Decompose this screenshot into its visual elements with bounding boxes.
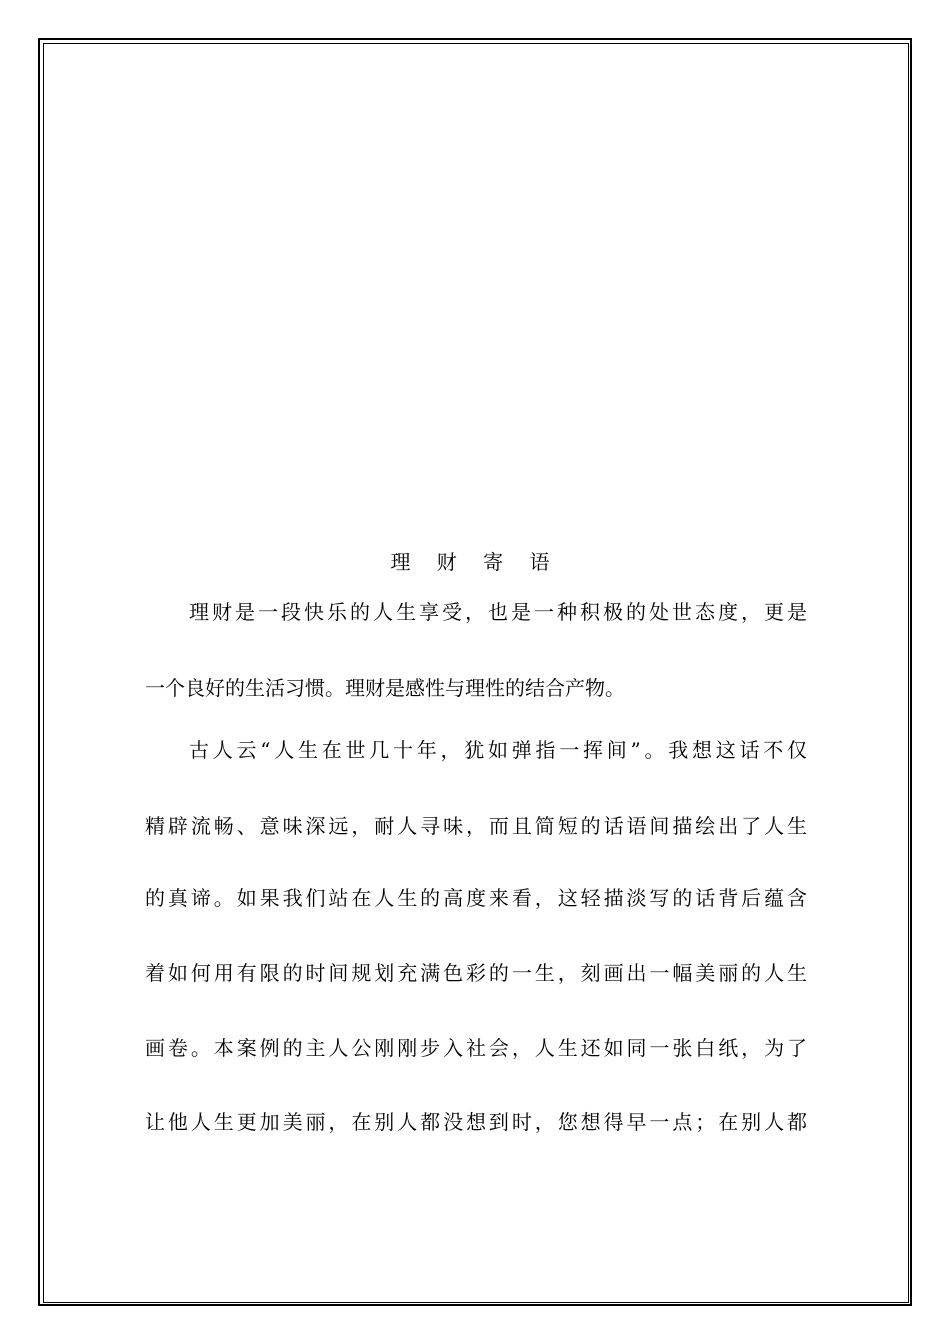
paragraph-2-line-2: 精辟流畅、意味深远，耐人寻味，而且简短的话语间描绘出了人生 — [145, 814, 807, 838]
paragraph-2-line-6: 让他人生更加美丽，在别人都没想到时，您想得早一点；在别人都 — [145, 1110, 807, 1134]
paragraph-1-line-2: 一个良好的生活习惯。理财是感性与理性的结合产物。 — [145, 676, 625, 700]
paragraph-1-line-1: 理财是一段快乐的人生享受，也是一种积极的处世态度，更是 — [189, 600, 807, 624]
document-title: 理 财 寄 语 — [390, 550, 560, 574]
paragraph-2-line-5: 画卷。本案例的主人公刚刚步入社会，人生还如同一张白纸，为了 — [145, 1036, 807, 1060]
paragraph-2-line-3: 的真谛。如果我们站在人生的高度来看，这轻描淡写的话背后蕴含 — [145, 886, 807, 910]
paragraph-2-line-4: 着如何用有限的时间规划充满色彩的一生，刻画出一幅美丽的人生 — [145, 961, 807, 985]
paragraph-2-line-1: 古人云“人生在世几十年，犹如弹指一挥间”。我想这话不仅 — [189, 738, 807, 762]
